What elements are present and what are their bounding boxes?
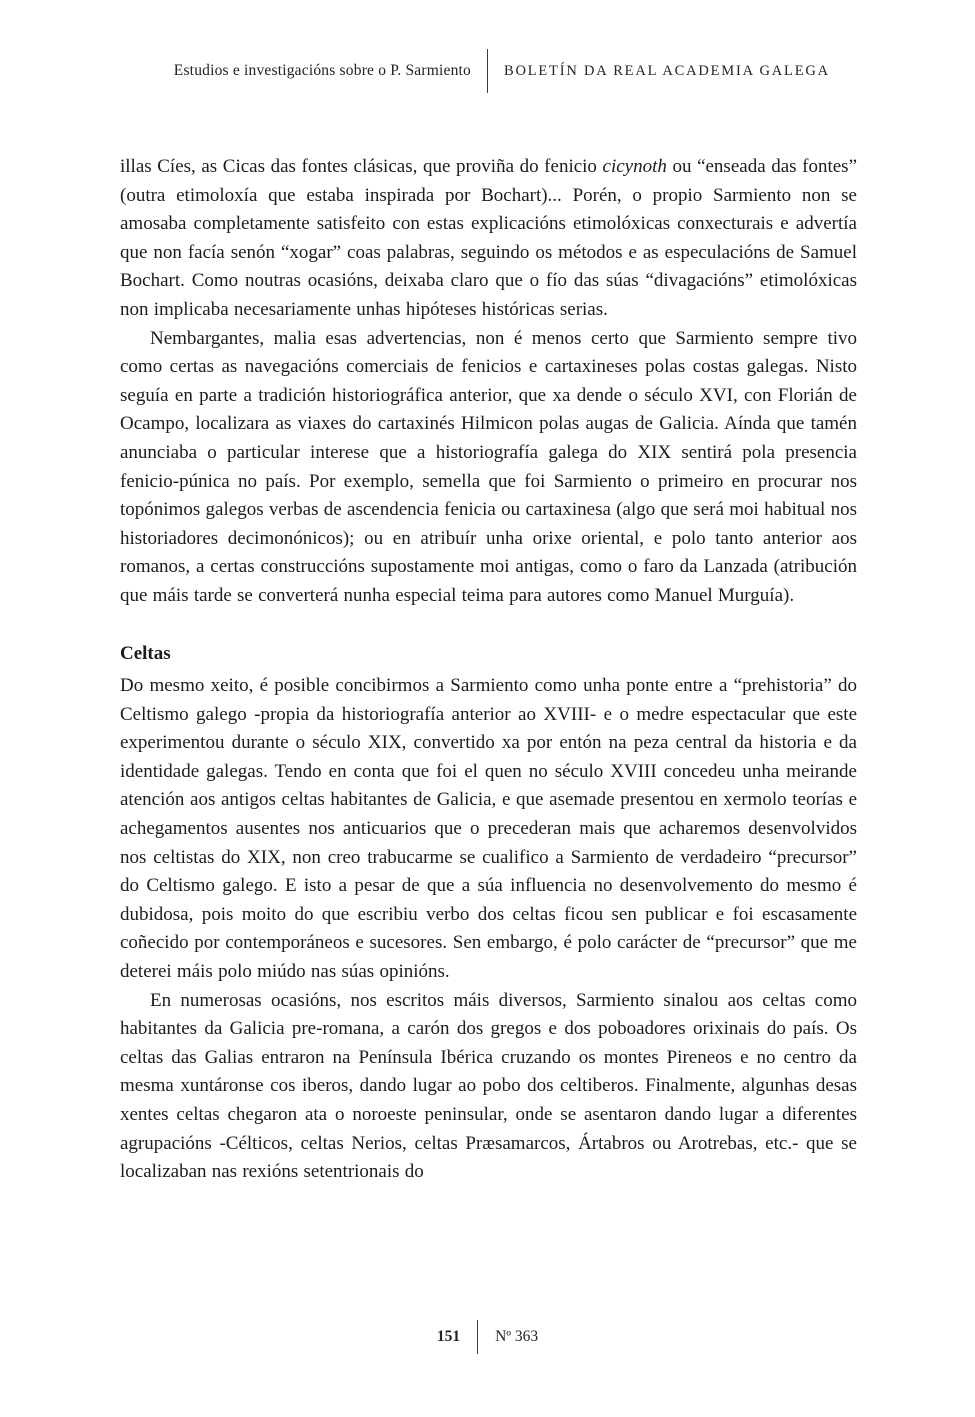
paragraph-text: illas Cíes, as Cicas das fontes clásicas, que proviña do fenicio bbox=[120, 156, 603, 177]
section-heading: Celtas bbox=[120, 642, 171, 664]
paragraph-3: Do mesmo xeito, é posible concibirmos a Sarmiento como unha ponte entre a “prehistoria” do Celtismo galego -propia da historiografía anterior ao XVIII- e o medre espectacular que este experimentou durante o século XIX, convertido xa por entón na peza central da historia e da identidade galegas. Tendo en conta que foi el quen no século XVIII concedeu unha meirande atención aos antigos celtas habitantes de Galicia, e que asemade presentou en xermolo teorías e achegamentos ausentes nos anticuarios que o precederan mais que acharemos desenvolvidos nos celtistas do XIX, non creo trabucarme se cualifico a Sarmiento de verdadeiro “precursor” do Celtismo galego. E isto a pesar de que a súa influencia no desenvolvemento do mesmo é dubidosa, pois moito do que escribiu verbo dos celtas ficou sen publicar e foi escasamente coñecido por contemporáneos e sucesores. Sen embargo, é polo carácter de “precursor” que me deterei máis polo miúdo nas súas opinións. bbox=[120, 675, 857, 983]
page-header bbox=[0, 48, 975, 94]
issue-number: Nº 363 bbox=[495, 1328, 539, 1345]
header-journal-title: BOLETÍN DA REAL ACADEMIA GALEGA bbox=[504, 62, 830, 79]
paragraph-text: ou “enseada das fontes” (outra etimoloxía que estaba inspirada por Bochart)... Porén, o propio Sarmiento non se amosaba completamente satisfeito con estas explicacións etimolóxicas conxecturais e advertía que non facía senón “xogar” coas palabras, seguindo os métodos e as especulacións de Samuel Bochart. Como noutras ocasións, deixaba claro que o fío das súas “divagacións” etimolóxicas non implicaba necesariamente unhas hipóteses históricas serias. bbox=[120, 156, 857, 320]
page-body bbox=[120, 153, 857, 1187]
header-running-title: Estudios e investigacións sobre o P. Sarmiento bbox=[173, 62, 471, 79]
page-number: 151 bbox=[436, 1328, 461, 1345]
paragraph-1 bbox=[120, 153, 857, 325]
paragraph-4: En numerosas ocasións, nos escritos máis diversos, Sarmiento sinalou aos celtas como habitantes da Galicia pre-romana, a carón dos gregos e dos poboadores orixinais do país. Os celtas das Galias entraron na Península Ibérica cruzando os montes Pireneos e no centro da mesma xuntáronse cos iberos, dando lugar ao pobo dos celtiberos. Finalmente, algunhas desas xentes celtas chegaron ata o noroeste peninsular, onde se asentaron dando lugar a diferentes agrupacións -Célticos, celtas Nerios, celtas Præsamarcos, Ártabros ou Arotrebas, etc.- que se localizaban nas rexións setentrionais do bbox=[120, 989, 857, 1183]
paragraph-2: Nembargantes, malia esas advertencias, non é menos certo que Sarmiento sempre tivo como certas as navegacións comerciais de fenicios e cartaxineses polas costas galegas. Nisto seguía en parte a tradición historiográfica anterior, que xa dende o século XVI, con Florián de Ocampo, localizara as viaxes do cartaxinés Hilmicon polas augas de Galicia. Aínda que tamén anunciaba o particular interese que a historiografía galega do XIX sentirá pola presencia fenicio-púnica no país. Por exemplo, semella que foi Sarmiento o primeiro en procurar nos topónimos galegos verbas de ascendencia fenicia ou cartaxinesa (algo que será moi habitual nos historiadores decimonónicos); ou en atribuír unha orixe oriental, e polo tanto anterior aos romanos, a certas construccións supostamente moi antigas, como o faro da Lanzada (atribución que máis tarde se converterá nunha especial teima para autores como Manuel Murguía). bbox=[120, 327, 857, 606]
page-footer bbox=[0, 1318, 975, 1356]
italic-term: cicynoth bbox=[602, 156, 667, 177]
